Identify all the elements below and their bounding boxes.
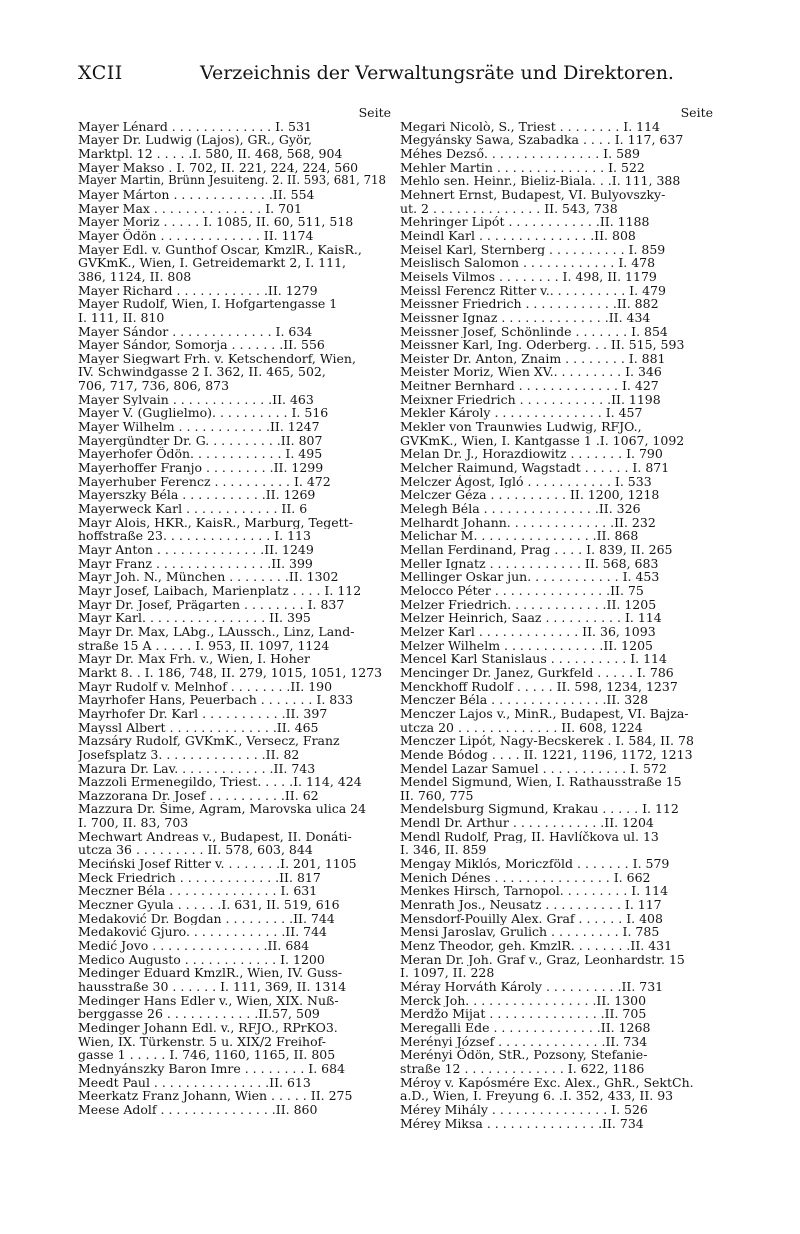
index-entry-line: Meciński Josef Ritter v. . . . . . . .I. 201, 1105: [78, 857, 357, 871]
index-entry-line: Merck Joh. . . . . . . . . . . . . . . . .II. 1300: [400, 993, 647, 1008]
index-entry-line: berggasse 26 . . . . . . . . . . . .II.57, 509: [78, 1007, 320, 1021]
index-entry-line: Mende Bódog . . . . II. 1221, 1196, 1172, 1213: [400, 747, 693, 762]
index-entry-line: hausstraße 30 . . . . . . I. 111, 369, II. 1314: [78, 980, 347, 994]
index-entry-line: Mayer Martin, Brünn Jesuiteng. 2. II. 593, 681, 718: [78, 174, 387, 188]
index-entry-line: Mayr Dr. Max, LAbg., LAussch., Linz, Land-: [78, 624, 355, 639]
index-entry-line: Mayerhofer Ödön. . . . . . . . . . . . I. 495: [78, 447, 323, 462]
index-entry-line: Mehringer Lipót . . . . . . . . . . . .II. 1188: [400, 215, 650, 229]
index-entry-line: Mayergündter Dr. G. . . . . . . . . .II. 807: [78, 433, 323, 448]
index-entry-line: I. 1097, II. 228: [400, 966, 495, 980]
index-entry-line: Meczner Gyula . . . . . .I. 631, II. 519, 616: [78, 898, 340, 912]
index-entry-line: Mazsáry Rudolf, GVKmK., Versecz, Franz: [78, 734, 340, 748]
index-entry-line: Mayrhofer Hans, Peuerbach . . . . . . . I. 833: [78, 693, 354, 707]
index-entry-line: Mendl Dr. Arthur . . . . . . . . . . . .II. 1204: [400, 816, 654, 830]
index-entry-line: Menich Dénes . . . . . . . . . . . . . . . I. 662: [400, 870, 651, 885]
index-entry-line: Megyánsky Sawa, Szabadka . . . . I. 117, 637: [400, 133, 684, 147]
index-entry-line: Meitner Bernhard . . . . . . . . . . . . . I. 427: [400, 379, 659, 393]
index-entry-line: Mengay Miklós, Moriczföld . . . . . . . I. 579: [400, 857, 670, 871]
index-entry-line: Méray Horváth Károly . . . . . . . . . .II. 731: [400, 980, 664, 994]
index-entry-line: Mayer Wilhelm . . . . . . . . . . . .II. 1247: [78, 420, 320, 434]
index-entry-line: Melzer Wilhelm . . . . . . . . . . . . .II. 1205: [400, 638, 653, 653]
index-entry-line: Mayer Makso . I. 702, II. 221, 224, 224, 560: [78, 160, 359, 175]
index-entry-line: Melczer Géza . . . . . . . . . . II. 1200, 1218: [400, 488, 660, 503]
right-column: [400, 106, 713, 1130]
index-entry-line: Merdžo Mijat . . . . . . . . . . . . . . .II. 705: [400, 1007, 647, 1021]
index-entry-line: Mayerszky Béla . . . . . . . . . . .II. 1269: [78, 488, 316, 503]
index-entry-line: Meissl Ferencz Ritter v.. . . . . . . . . . I. 479: [400, 283, 666, 298]
index-entry-line: Meislisch Salomon . . . . . . . . . . . . I. 478: [400, 256, 656, 270]
index-entry-line: Melichar M. . . . . . . . . . . . . . . .II. 868: [400, 529, 639, 543]
index-entry-line: Mellinger Oskar jun. . . . . . . . . . . . I. 453: [400, 570, 660, 584]
index-entry-line: Mayr Karl. . . . . . . . . . . . . . . . II. 395: [78, 611, 311, 625]
index-entry-line: Meister Dr. Anton, Znaim . . . . . . . . I. 881: [400, 351, 666, 366]
index-entry-line: Medinger Hans Edler v., Wien, XIX. Nuß-: [78, 993, 339, 1008]
index-entry-line: Melegh Béla . . . . . . . . . . . . . . .II. 326: [400, 502, 641, 516]
index-entry-line: IV. Schwindgasse 2 I. 362, II. 465, 502,: [78, 365, 326, 380]
index-entry-line: Mensdorf-Pouilly Alex. Graf . . . . . . I. 408: [400, 911, 663, 926]
page-number: XCII: [78, 62, 123, 84]
index-entry-line: Melczer Ágost, Igló . . . . . . . . . . . I. 533: [400, 474, 652, 489]
index-entry-line: GVKmK., Wien, I. Kantgasse 1 .I. 1067, 1092: [400, 433, 685, 448]
index-entry-line: Markt 8. . I. 186, 748, II. 279, 1015, 1051, 1273: [78, 665, 383, 680]
index-entry-line: Wien, IX. Türkenstr. 5 u. XIX/2 Freihof-: [78, 1034, 326, 1049]
index-entry-line: Menz Theodor, geh. KmzlR. . . . . . . .II. 431: [400, 939, 673, 953]
index-entry-line: a.D., Wien, I. Freyung 6. .I. 352, 433, II. 93: [400, 1089, 674, 1103]
index-entry-line: Mérey Miksa . . . . . . . . . . . . . . .II. 734: [400, 1116, 644, 1131]
index-entry-line: Méroy v. Kapósmére Exc. Alex., GhR., SektCh.: [400, 1075, 694, 1090]
index-entry-line: Megari Nicolò, S., Triest . . . . . . . . I. 114: [400, 119, 661, 134]
index-entry-line: Merényi Ödön, StR., Pozsony, Stefanie-: [400, 1048, 648, 1062]
left-column: [78, 106, 391, 1117]
index-entry-line: Menrath Jos., Neusatz . . . . . . . . . . I. 117: [400, 898, 662, 912]
index-entry-line: Mayer V. (Guglielmo). . . . . . . . . . I. 516: [78, 406, 329, 421]
index-entry-line: Mayrhofer Dr. Karl . . . . . . . . . . .II. 397: [78, 706, 328, 721]
index-entry-line: Mayerhuber Ferencz . . . . . . . . . . I. 472: [78, 474, 331, 489]
index-entry-line: Merényi József . . . . . . . . . . . . . .II. 734: [400, 1034, 648, 1049]
index-entry-line: Meister Moriz, Wien XV.. . . . . . . . . I. 346: [400, 365, 662, 380]
index-entry-line: Mekler Károly . . . . . . . . . . . . . . I. 457: [400, 406, 643, 421]
index-entry-line: Mayer Edl. v. Gunthof Oscar, KmzlR., KaisR.,: [78, 242, 362, 257]
index-entry-line: 386, 1124, II. 808: [78, 269, 192, 284]
index-entry-line: Mensi Jaroslav, Grulich . . . . . . . . . I. 785: [400, 925, 660, 940]
index-entry-line: Mayer Moriz . . . . . I. 1085, II. 60, 511, 518: [78, 215, 354, 229]
index-entry-line: Mayer Siegwart Frh. v. Ketschendorf, Wien,: [78, 351, 356, 366]
index-entry-line: utcza 36 . . . . . . . . . II. 578, 603, 844: [78, 843, 313, 858]
index-entry-line: Mérey Mihály . . . . . . . . . . . . . . . I. 526: [400, 1102, 648, 1117]
index-entry-line: Mendelsburg Sigmund, Krakau . . . . . I. 112: [400, 802, 679, 817]
index-entry-line: Mazzorana Dr. Josef . . . . . . . . . .II. 62: [78, 788, 319, 803]
seite-label-right: Seite: [680, 105, 713, 120]
index-entry-line: 706, 717, 736, 806, 873: [78, 379, 230, 393]
index-entry-line: straße 12 . . . . . . . . . . . . . I. 622, 1186: [400, 1061, 645, 1076]
index-entry-line: Melzer Karl . . . . . . . . . . . . . II. 36, 1093: [400, 624, 656, 639]
index-entry-line: Méhes Dezső. . . . . . . . . . . . . . . I. 589: [400, 146, 640, 161]
running-title: Verzeichnis der Verwaltungsräte und Direktoren.: [200, 62, 674, 84]
index-entry-line: Melzer Heinrich, Saaz . . . . . . . . . . I. 114: [400, 611, 662, 625]
index-entry-line: Mayer Márton . . . . . . . . . . . . .II. 554: [78, 187, 315, 202]
index-entry-line: Meedt Paul . . . . . . . . . . . . . . .II. 613: [78, 1075, 311, 1090]
index-entry-line: Medico Augusto . . . . . . . . . . . . I. 1200: [78, 952, 325, 967]
index-entry-line: Medić Jovo . . . . . . . . . . . . . . .II. 684: [78, 939, 310, 953]
index-entry-line: straße 15 A . . . . . I. 953, II. 1097, 1124: [78, 638, 330, 653]
index-entry-line: Mayer Sándor, Somorja . . . . . . .II. 556: [78, 338, 325, 352]
index-entry-line: Mayr Dr. Josef, Prägarten . . . . . . . . I. 837: [78, 597, 345, 612]
index-entry-line: Meisel Karl, Sternberg . . . . . . . . . . I. 859: [400, 242, 666, 257]
index-entry-line: Mayer Max . . . . . . . . . . . . . . I. 701: [78, 201, 302, 216]
index-entry-line: Mayr Alois, HKR., KaisR., Marburg, Tegett-: [78, 515, 353, 530]
index-entry-line: Mayer Sylvain . . . . . . . . . . . . .II. 463: [78, 392, 314, 407]
index-entry-line: Mazzoli Ermenegildo, Triest. . . . .I. 114, 424: [78, 775, 362, 789]
index-entry-line: Melan Dr. J., Horazdiowitz . . . . . . . I. 790: [400, 447, 663, 462]
index-entry-line: Meissner Friedrich . . . . . . . . . . . .II. 882: [400, 297, 659, 311]
index-entry-line: Menkes Hirsch, Tarnopol. . . . . . . . . I. 114: [400, 884, 669, 899]
index-entry-line: I. 111, II. 810: [78, 310, 165, 325]
index-entry-line: Melocco Péter . . . . . . . . . . . . . . .II. 75: [400, 583, 644, 598]
index-entry-line: Medinger Eduard KmzlR., Wien, IV. Guss-: [78, 966, 343, 980]
index-entry-line: Mayer Dr. Ludwig (Lajos), GR., Györ,: [78, 133, 312, 147]
index-entry-line: Mayer Ödön . . . . . . . . . . . . . II. 1174: [78, 228, 314, 243]
index-entry-line: hoffstraße 23. . . . . . . . . . . . . . I. 113: [78, 529, 311, 543]
index-entry-line: Marktpl. 12 . . . . .I. 580, II. 468, 568, 904: [78, 146, 343, 161]
index-entry-line: gasse 1 . . . . . I. 746, 1160, 1165, II. 805: [78, 1048, 336, 1062]
index-entry-line: Mendel Sigmund, Wien, I. Rathausstraße 15: [400, 775, 682, 789]
index-entry-line: Medinger Johann Edl. v., RFJO., RPrKO3.: [78, 1020, 338, 1035]
index-entry-line: GVKmK., Wien, I. Getreidemarkt 2, I. 111,: [78, 256, 347, 270]
index-entry-line: Josefsplatz 3. . . . . . . . . . . . . .II. 82: [78, 747, 300, 762]
index-entry-line: Melcher Raimund, Wagstadt . . . . . . I. 871: [400, 461, 670, 475]
index-entry-line: Meissner Josef, Schönlinde . . . . . . . I. 854: [400, 324, 668, 339]
index-entry-line: Meczner Béla . . . . . . . . . . . . . . I. 631: [78, 884, 318, 899]
index-entry-line: Mazura Dr. Lav. . . . . . . . . . . . .II. 743: [78, 761, 316, 776]
index-entry-line: Mayr Franz . . . . . . . . . . . . . . .II. 399: [78, 556, 313, 571]
index-entry-line: II. 760, 775: [400, 788, 474, 803]
index-entry-line: Meerkatz Franz Johann, Wien . . . . . II. 275: [78, 1089, 353, 1103]
page-header: [78, 62, 723, 92]
index-entry-line: utcza 20 . . . . . . . . . . . . . II. 608, 1224: [400, 720, 643, 735]
index-entry-line: Menczer Lipót, Nagy-Becskerek . I. 584, II. 78: [400, 734, 694, 748]
index-entry-line: I. 346, II. 859: [400, 843, 487, 858]
index-entry-line: Mayerweck Karl . . . . . . . . . . . . II. 6: [78, 502, 308, 516]
index-entry-line: Mechwart Andreas v., Budapest, II. Donáti-: [78, 829, 352, 844]
index-entry-line: Mekler von Traunwies Ludwig, RFJO.,: [400, 420, 642, 434]
index-entry-line: Mellan Ferdinand, Prag . . . . I. 839, II. 265: [400, 543, 673, 557]
index-entry-line: Menczer Lajos v., MinR., Budapest, VI. Bajza-: [400, 706, 689, 721]
index-entry-line: ut. 2 . . . . . . . . . . . . . . II. 543, 738: [400, 201, 618, 216]
index-entry-line: Mencel Karl Stanislaus . . . . . . . . . . I. 114: [400, 652, 667, 666]
index-entry-line: Melhardt Johann. . . . . . . . . . . . . .II. 232: [400, 515, 656, 530]
index-entry-line: Mayer Sándor . . . . . . . . . . . . . I. 634: [78, 324, 313, 339]
index-entry-line: Mehler Martin . . . . . . . . . . . . . . I. 522: [400, 160, 645, 175]
index-entry-line: Melzer Friedrich. . . . . . . . . . . . .II. 1205: [400, 597, 657, 612]
index-entry-line: Mazzura Dr. Šime, Agram, Marovska ulica 24: [78, 802, 367, 817]
index-entry-line: Meck Friedrich . . . . . . . . . . . . .II. 817: [78, 870, 321, 885]
index-entry-line: Meisels Vilmos . . . . . . . . I. 498, II. 1179: [400, 269, 657, 284]
index-entry-line: Menckhoff Rudolf . . . . . II. 598, 1234, 1237: [400, 679, 678, 694]
index-entry-line: Medaković Gjuro. . . . . . . . . . . . .II. 744: [78, 925, 327, 940]
index-entry-line: Mayer Lénard . . . . . . . . . . . . . I. 531: [78, 119, 312, 134]
index-entry-line: Mendel Lazar Samuel . . . . . . . . . . . I. 572: [400, 761, 667, 776]
index-entry-line: Mayssl Albert . . . . . . . . . . . . . .II. 465: [78, 720, 319, 735]
index-entry-line: Menczer Béla . . . . . . . . . . . . . . .II. 328: [400, 693, 649, 707]
index-entry-line: Mayr Josef, Laibach, Marienplatz . . . . I. 112: [78, 583, 362, 598]
index-entry-line: Mayr Anton . . . . . . . . . . . . . .II. 1249: [78, 543, 314, 557]
index-entry-line: Mayr Joh. N., München . . . . . . . .II. 1302: [78, 570, 339, 584]
index-entry-line: Meissner Karl, Ing. Oderberg. . . II. 515, 593: [400, 338, 685, 352]
index-entry-line: Mayer Richard . . . . . . . . . . . .II. 1279: [78, 283, 318, 298]
index-entry-line: Meixner Friedrich . . . . . . . . . . . .II. 1198: [400, 392, 661, 407]
index-entry-line: Mencinger Dr. Janez, Gurkfeld . . . . . I. 786: [400, 665, 674, 680]
seite-label-left: Seite: [358, 105, 391, 120]
index-entry-line: Mayr Rudolf v. Melnhof . . . . . . . .II. 190: [78, 679, 333, 694]
index-entry-line: Mednyánszky Baron Imre . . . . . . . . I. 684: [78, 1061, 346, 1076]
index-entry-line: Meregalli Ede . . . . . . . . . . . . . .II. 1268: [400, 1020, 651, 1035]
index-entry-line: Mayr Dr. Max Frh. v., Wien, I. Hoher: [78, 652, 311, 666]
index-entry-line: Medaković Dr. Bogdan . . . . . . . . .II. 744: [78, 911, 335, 926]
index-entry-line: Mayerhoffer Franjo . . . . . . . . .II. 1299: [78, 461, 324, 475]
index-entry-line: Meller Ignatz . . . . . . . . . . . . II. 568, 683: [400, 556, 659, 571]
index-entry-line: I. 700, II. 83, 703: [78, 816, 189, 830]
index-entry-line: Mehnert Ernst, Budapest, VI. Bulyovszky-: [400, 187, 666, 202]
index-entry-line: Mayer Rudolf, Wien, I. Hofgartengasse 1: [78, 297, 338, 311]
index-entry-line: Meindl Karl . . . . . . . . . . . . . . .II. 808: [400, 228, 636, 243]
index-entry-line: Meran Dr. Joh. Graf v., Graz, Leonhardstr. 15: [400, 952, 685, 967]
index-entry-line: Mehlo sen. Heinr., Bieliz-Biala. . .I. 111, 388: [400, 174, 681, 188]
index-entry-line: Meissner Ignaz . . . . . . . . . . . . . .II. 434: [400, 310, 651, 325]
index-entry-line: Meese Adolf . . . . . . . . . . . . . . .II. 860: [78, 1102, 318, 1117]
index-entry-line: Mendl Rudolf, Prag, II. Havlíčkova ul. 13: [400, 829, 659, 844]
